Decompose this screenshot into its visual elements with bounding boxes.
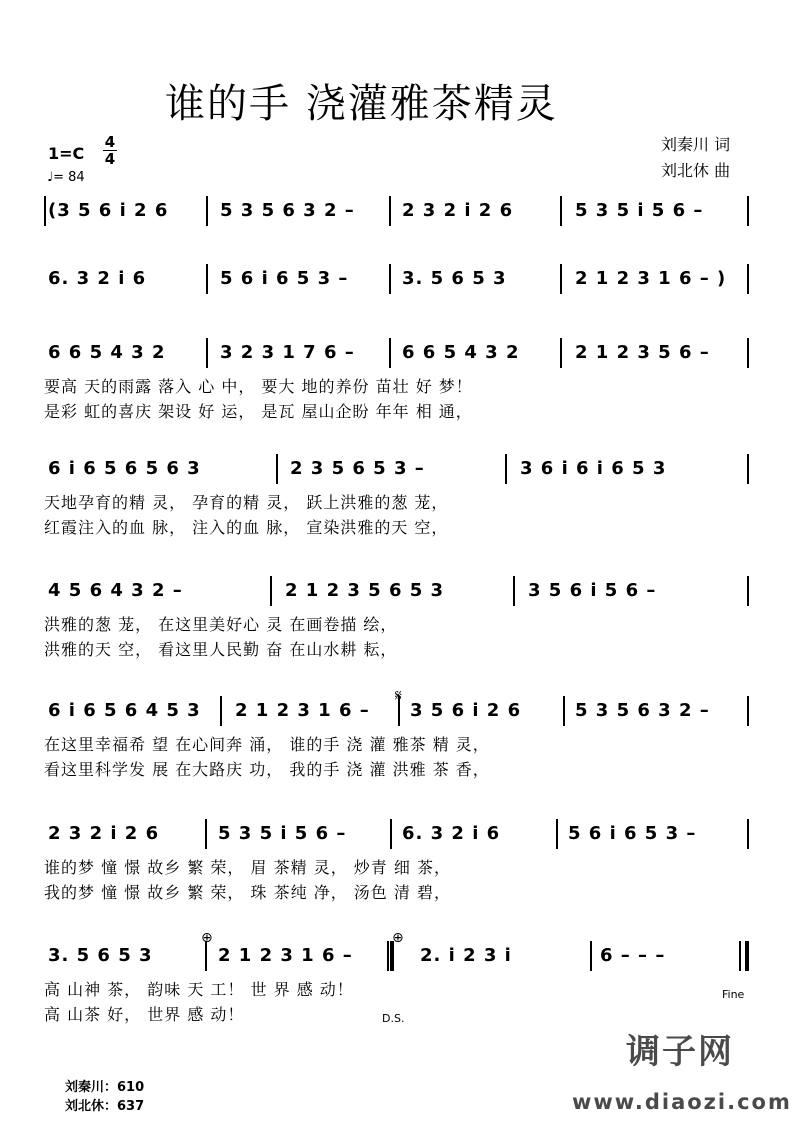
measure: 5 3 5 i 5 6 – [575,200,704,221]
lyric-line: 谁的梦 憧 憬 故乡 繁 荣， 眉 茶精 灵， 炒青 细 茶， [44,858,451,877]
barline [556,819,558,849]
barline [270,576,272,606]
barline [747,196,749,226]
measure: 2 1 2 3 1 6 – [218,945,353,966]
measure: 6. 3 2 i 6 [402,823,501,844]
measure: 6 i 6 5 6 4 5 3 [48,700,201,721]
barline [205,819,207,849]
measure: 2 1 2 3 5 6 5 3 [285,580,445,601]
measure: 2 1 2 3 1 6 – ) [575,268,727,289]
lyric-line: 天地孕育的精 灵， 孕育的精 灵， 跃上洪雅的葱 茏， [44,493,449,512]
barline [747,264,749,294]
lyric-line: 要高 天的雨露 落入 心 中， 要大 地的养份 苗壮 好 梦！ [44,377,473,396]
barline [390,819,392,849]
measure: 2 3 2 i 2 6 [402,200,514,221]
barline [220,696,222,726]
barline [389,338,391,368]
tempo-mark [47,170,85,185]
measure: 5 3 5 6 3 2 – [575,700,710,721]
lyric-line: 高 山茶 好， 世界 感 动！ [44,1005,245,1024]
measure: 6 6 5 4 3 2 [402,342,520,363]
measure: 3. 5 6 5 3 [402,268,507,289]
measure: 2 3 5 6 5 3 – [290,458,425,479]
lyric-line: 我的梦 憧 憬 故乡 繁 荣， 珠 茶纯 净， 汤色 清 碧， [44,883,451,902]
time-signature-bottom: 4 [104,150,116,168]
measure: 3 6 i 6 i 6 5 3 [520,458,667,479]
barline [276,454,278,484]
measure: 6. 3 2 i 6 [48,268,147,289]
fine-mark: Fine [722,988,745,1001]
measure: 5 6 i 6 5 3 – [220,268,349,289]
barline [44,196,46,226]
lyric-line: 洪雅的天 空， 看这里人民勤 奋 在山水耕 耘， [44,640,398,659]
barline [505,454,507,484]
watermark-url: www.diaozi.com [572,1090,792,1114]
measure: 3 5 6 i 5 6 – [528,580,657,601]
barline [747,696,749,726]
barline [389,264,391,294]
barline [563,696,565,726]
quarter-note-icon: ♩ [47,170,54,185]
barline [206,338,208,368]
measure: 6 6 5 4 3 2 [48,342,166,363]
measure: 2 1 2 3 5 6 – [575,342,710,363]
tempo-value: = 84 [53,170,85,185]
time-signature [103,135,117,166]
barline [590,941,592,971]
lyric-line: 看这里科学发 展 在大路庆 功， 我的手 浇 灌 洪雅 茶 香， [44,760,490,779]
measure: 6 – – – [600,945,666,966]
footer-count-1: 刘秦川：610 [65,1080,145,1095]
ds-mark: D.S. [382,1012,405,1025]
composer-credit: 刘北休 曲 [661,161,731,180]
coda-mark-2: ⊕ [392,930,404,946]
lyric-line: 红霞注入的血 脉， 注入的血 脉， 宣染洪雅的天 空， [44,518,449,537]
barline [513,576,515,606]
barline [747,819,749,849]
measure: 5 3 5 i 5 6 – [218,823,347,844]
song-title: 谁的手 浇灌雅茶精灵 [165,81,558,127]
barline [206,196,208,226]
lyric-line: 是彩 虹的喜庆 架设 好 运， 是瓦 屋山企盼 年年 相 通， [44,402,473,421]
measure: 6 i 6 5 6 5 6 3 [48,458,201,479]
barline [747,338,749,368]
lyricist-credit: 刘秦川 词 [661,135,731,154]
lyric-line: 高 山神 茶， 韵味 天 工！ 世 界 感 动！ [44,980,354,999]
barline [206,264,208,294]
measure: 2 3 2 i 2 6 [48,823,160,844]
measure: 3. 5 6 5 3 [48,945,153,966]
lyric-line: 洪雅的葱 茏， 在这里美好心 灵 在画卷描 绘， [44,615,398,634]
measure: 2. i 2 3 i [420,945,512,966]
footer-count-2: 刘北休：637 [65,1099,145,1114]
lyric-line: 在这里幸福希 望 在心间奔 涌， 谁的手 浇 灌 雅茶 精 灵， [44,735,490,754]
coda-mark-1: ⊕ [201,930,213,946]
barline [560,196,562,226]
watermark-logo: 调子网 [626,1032,734,1072]
barline [389,196,391,226]
measure: 5 6 i 6 5 3 – [568,823,697,844]
barline [747,576,749,606]
key-signature: 1=C [48,144,85,163]
barline [745,941,749,971]
measure: 5 3 5 6 3 2 – [220,200,355,221]
final-barline-thin [739,941,741,971]
segno-mark: 𝄋 [395,686,402,705]
barline [560,264,562,294]
measure: 3 2 3 1 7 6 – [220,342,355,363]
barline [747,454,749,484]
measure: 3 5 6 i 2 6 [410,700,522,721]
double-barline [387,941,389,971]
measure: (3 5 6 i 2 6 [48,200,169,221]
measure: 4 5 6 4 3 2 – [48,580,183,601]
barline [560,338,562,368]
measure: 2 1 2 3 1 6 – [235,700,370,721]
time-signature-top: 4 [104,133,116,151]
